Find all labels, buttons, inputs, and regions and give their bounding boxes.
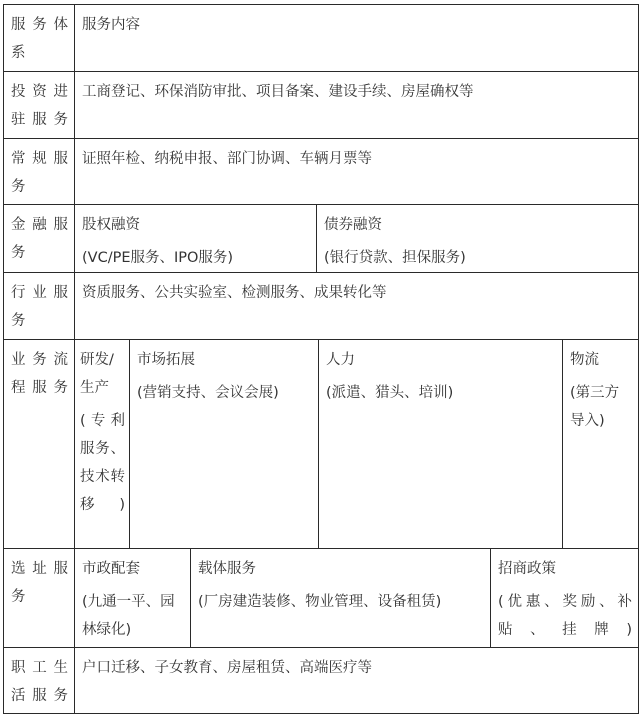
service-item-detail: (九通一平、园林绿化) [82,594,175,638]
header-system-cell [4,5,74,71]
service-item-detail: (银行贷款、担保服务) [324,250,466,266]
row-content-text: 户口迁移、子女教育、房屋租赁、高端医疗等 [82,660,372,676]
header-content-cell [75,5,638,71]
row-system-cell [4,648,74,713]
row-content-cell [75,72,638,138]
row-system-cell [4,205,74,272]
row-content-text: 资质服务、公共实验室、检测服务、成果转化等 [82,285,387,301]
service-item-title: 债券融资 [324,217,382,233]
service-item-title: 市政配套 [82,561,140,577]
service-item-title: 研发/生产 [80,352,114,396]
row-content-cell [75,139,638,204]
row-content-cell [75,648,638,713]
service-item-title: 市场拓展 [137,352,195,368]
row-system-text: 职工生活服务 [11,660,68,704]
row-system-cell [4,72,74,138]
service-item-detail: (第三方导入) [570,385,620,429]
service-item-cell [191,549,490,647]
row-system-text: 金融服务 [11,217,68,261]
service-item-title: 物流 [570,352,599,368]
service-item-detail: (营销支持、会议会展) [137,385,279,401]
service-item-detail: (专利服务、技术转移) [80,413,125,513]
row-content-text: 证照年检、纳税申报、部门协调、车辆月票等 [82,151,372,167]
service-item-cell [563,340,638,548]
row-system-text: 选址服务 [11,561,68,605]
header-content-text: 服务内容 [82,17,140,33]
service-item-title: 股权融资 [82,217,140,233]
row-content-text: 工商登记、环保消防审批、项目备案、建设手续、房屋确权等 [82,84,474,100]
service-item-title: 载体服务 [198,561,256,577]
service-item-detail: (优惠、奖励、补贴、挂牌) [498,594,632,638]
row-system-text: 行业服务 [11,285,68,329]
row-system-cell [4,549,74,647]
service-item-cell [75,549,190,647]
grid-line [3,713,639,714]
service-item-cell [75,340,129,548]
row-system-cell [4,340,74,548]
row-system-cell [4,139,74,204]
service-item-cell [75,205,316,272]
header-system-text: 服务体系 [11,17,68,61]
service-item-cell [130,340,318,548]
service-item-title: 招商政策 [498,561,556,577]
service-item-detail: (VC/PE服务、IPO服务) [82,250,234,266]
service-item-detail: (派遣、猎头、培训) [326,385,454,401]
service-item-detail: (厂房建造装修、物业管理、设备租赁) [198,594,442,610]
grid-line [638,4,639,714]
row-content-cell [75,273,638,339]
service-item-cell [319,340,562,548]
row-system-text: 投资进驻服务 [11,84,68,128]
service-item-cell [317,205,638,272]
row-system-cell [4,273,74,339]
row-system-text: 业务流程服务 [11,352,68,396]
service-item-title: 人力 [326,352,355,368]
row-system-text: 常规服务 [11,151,68,195]
service-item-cell [491,549,638,647]
